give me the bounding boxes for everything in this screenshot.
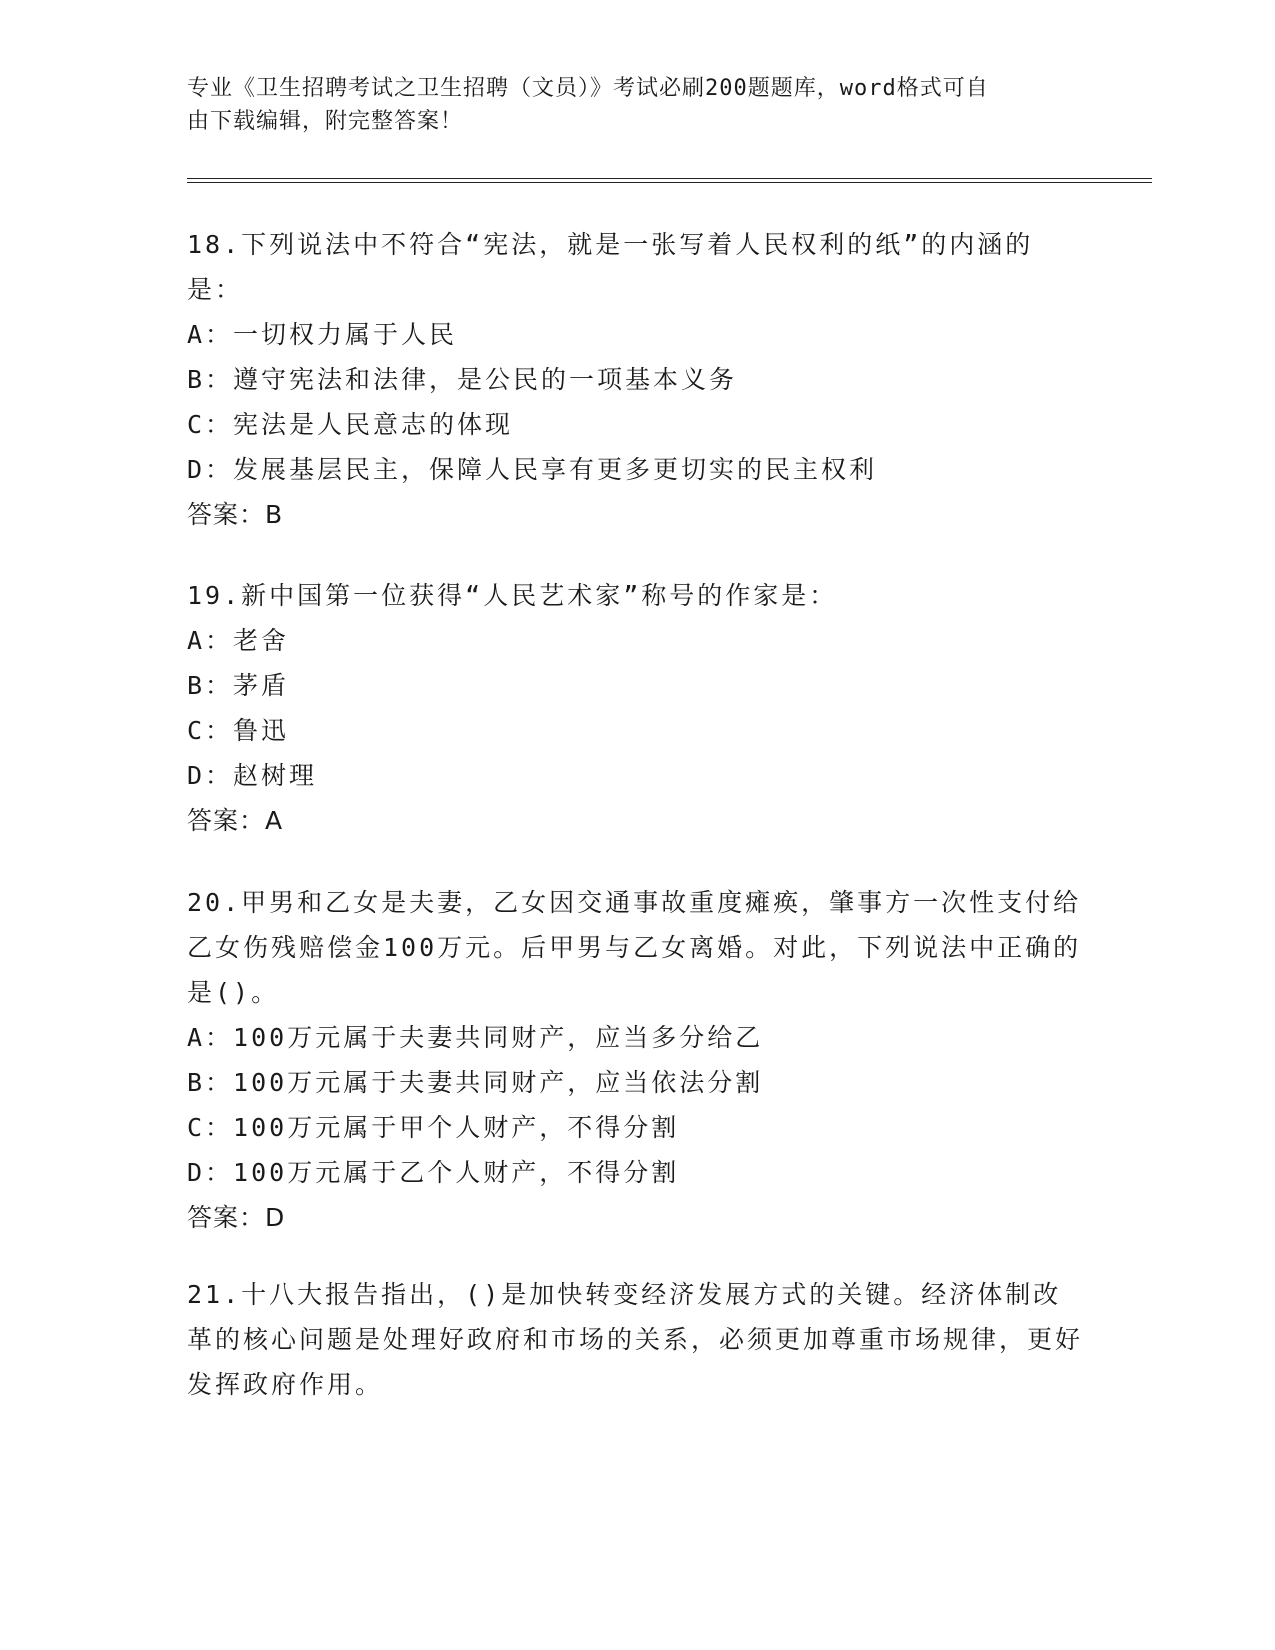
question-text: 19.新中国第一位获得“人民艺术家”称号的作家是：	[187, 581, 838, 610]
header-line-1: 专业《卫生招聘考试之卫生招聘（文员）》考试必刷200题题库，word格式可自	[187, 76, 989, 101]
option-a: A：一切权力属于人民	[187, 320, 458, 349]
option-c: C：宪法是人民意志的体现	[187, 410, 514, 439]
answer: 答案：B	[187, 500, 284, 529]
question-20	[187, 880, 1087, 1240]
document-header	[187, 72, 1067, 138]
question-21	[187, 1272, 1087, 1407]
answer: 答案：D	[187, 1203, 286, 1232]
option-d: D：赵树理	[187, 761, 318, 790]
option-a: A：100万元属于夫妻共同财产，应当多分给乙	[187, 1023, 764, 1052]
question-18	[187, 222, 1087, 537]
question-19	[187, 573, 1087, 843]
option-a: A：老舍	[187, 626, 290, 655]
option-c: C：鲁迅	[187, 716, 290, 745]
header-divider	[187, 178, 1152, 183]
option-b: B：遵守宪法和法律，是公民的一项基本义务	[187, 365, 738, 394]
option-b: B：100万元属于夫妻共同财产，应当依法分割	[187, 1068, 764, 1097]
option-c: C：100万元属于甲个人财产，不得分割	[187, 1113, 680, 1142]
option-b: B：茅盾	[187, 671, 290, 700]
option-d: D：100万元属于乙个人财产，不得分割	[187, 1158, 680, 1187]
header-line-2: 由下载编辑，附完整答案！	[187, 109, 464, 134]
question-text: 21.十八大报告指出，()是加快转变经济发展方式的关键。经济体制改革的核心问题是处理好政府和市场的关系，必须更加尊重市场规律，更好发挥政府作用。	[187, 1280, 1084, 1399]
option-d: D：发展基层民主，保障人民享有更多更切实的民主权利	[187, 455, 878, 484]
answer: 答案：A	[187, 806, 284, 835]
question-text: 18.下列说法中不符合“宪法，就是一张写着人民权利的纸”的内涵的是：	[187, 230, 1034, 304]
question-text: 20.甲男和乙女是夫妻，乙女因交通事故重度瘫痪，肇事方一次性支付给乙女伤残赔偿金100万元。后甲男与乙女离婚。对此，下列说法中正确的是()。	[187, 888, 1082, 1007]
